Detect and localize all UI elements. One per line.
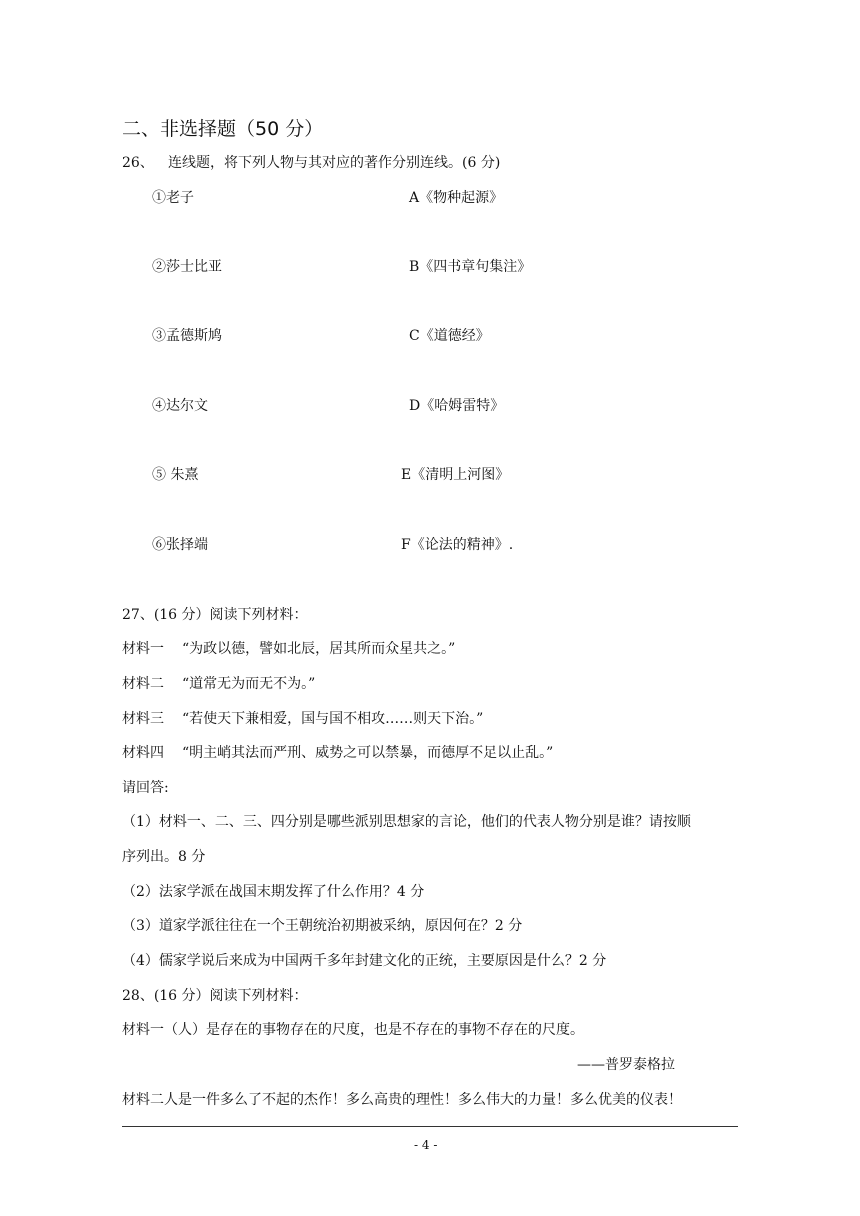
work-item: D《哈姆雷特》 — [409, 398, 505, 414]
answer-prompt: 请回答: — [122, 780, 169, 796]
material-label: 材料二 — [122, 676, 164, 692]
q28-heading: 28、(16 分）阅读下列材料： — [122, 988, 308, 1004]
q26-prompt: 连线题，将下列人物与其对应的著作分别连线。(6 分) — [168, 155, 501, 171]
person-item: ①老子 — [152, 190, 194, 206]
material-label: 材料三 — [122, 711, 164, 727]
material-text: “为政以德，譬如北辰，居其所而众星共之。” — [182, 641, 456, 657]
q27-heading: 27、(16 分）阅读下列材料： — [122, 607, 308, 623]
person-item: ②莎士比亚 — [152, 259, 222, 275]
page-number: - 4 - — [414, 1138, 438, 1152]
work-item: A《物种起源》 — [409, 190, 504, 206]
person-item: ⑥张择端 — [152, 537, 208, 553]
work-item: B《四书章句集注》 — [409, 259, 532, 275]
section-title: 二、非选择题（50 分） — [122, 118, 324, 140]
work-item: E《清明上河图》 — [401, 467, 510, 483]
question-line: 序列出。8 分 — [122, 849, 206, 865]
q28-attribution: ——普罗泰格拉 — [577, 1057, 675, 1073]
footer-divider — [122, 1126, 738, 1127]
q26-number: 26、 — [122, 155, 154, 171]
person-item: ④达尔文 — [152, 398, 208, 414]
material-text: “道常无为而无不为。” — [182, 676, 316, 692]
question-line: （4）儒家学说后来成为中国两千多年封建文化的正统，主要原因是什么？2 分 — [122, 953, 607, 969]
person-item: ③孟德斯鸠 — [152, 328, 222, 344]
q28-material-1: 材料一（人）是存在的事物存在的尺度，也是不存在的事物不存在的尺度。 — [122, 1022, 584, 1038]
material-label: 材料四 — [122, 745, 164, 761]
question-line: （3）道家学派往往在一个王朝统治初期被采纳，原因何在？2 分 — [122, 918, 523, 934]
q28-material-2: 材料二人是一件多么了不起的杰作！多么高贵的理性！多么伟大的力量！多么优美的仪表！ — [122, 1092, 682, 1108]
material-text: “明主峭其法而严刑、威势之可以禁暴，而德厚不足以止乱。” — [182, 745, 554, 761]
person-item: ⑤ 朱熹 — [152, 467, 199, 483]
material-text: “若使天下兼相爱，国与国不相攻……则天下治。” — [182, 711, 484, 727]
material-label: 材料一 — [122, 641, 164, 657]
question-line: （2）法家学派在战国末期发挥了什么作用？4 分 — [122, 884, 425, 900]
question-line: （1）材料一、二、三、四分别是哪些派别思想家的言论，他们的代表人物分别是谁？请按顺 — [122, 814, 691, 830]
work-item: C《道德经》 — [409, 328, 490, 344]
work-item: F《论法的精神》. — [401, 537, 514, 553]
